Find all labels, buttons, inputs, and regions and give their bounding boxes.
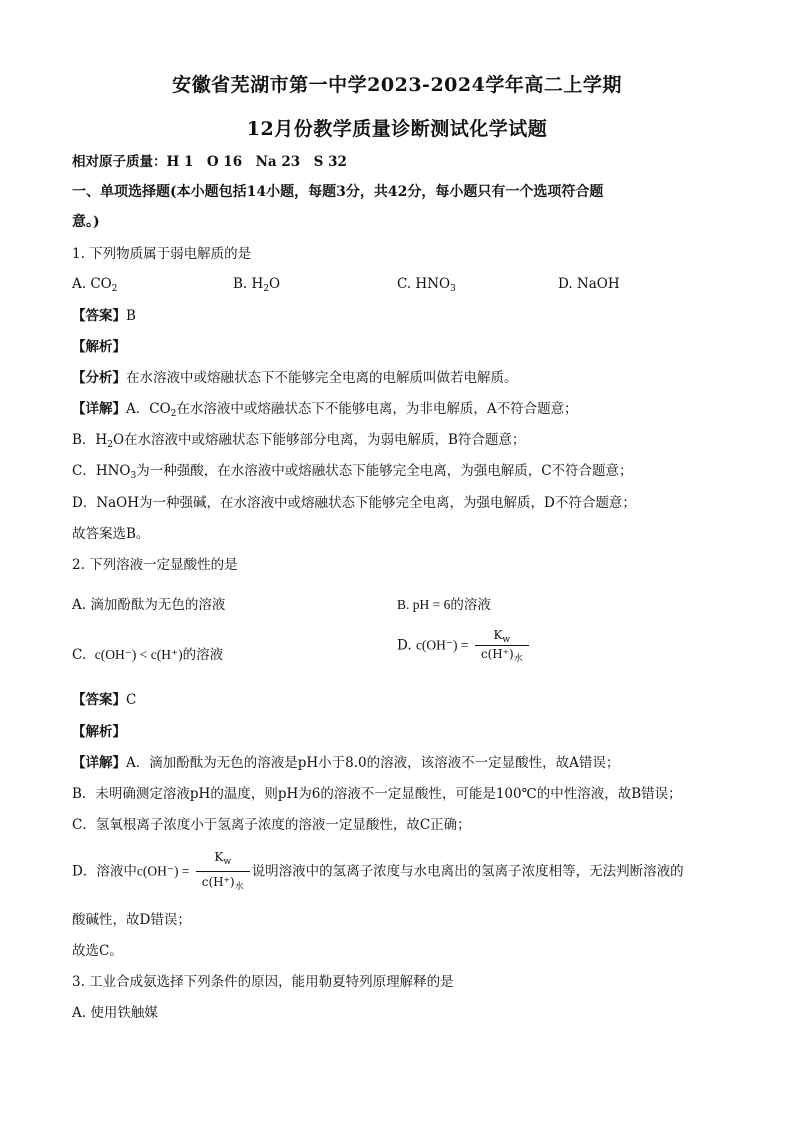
q2-option-b: B. pH = 6的溶液 xyxy=(397,597,491,613)
q1-detail-b: B．$H_2O$在水溶液中或熔融状态下能够部分电离，为弱电解质，B符合题意； xyxy=(72,432,526,450)
q1-analysis-tag: 【解析】 xyxy=(72,339,126,355)
q3-option-a: A. 使用铁触媒 xyxy=(72,1005,158,1021)
q2-detail-d-fraction: $\frac{K_w}{c(H^+)_水}$ xyxy=(196,848,250,896)
q2-stem: 2. 下列溶液一定显酸性的是 xyxy=(72,557,238,573)
q1-option-d: D. NaOH xyxy=(558,276,620,292)
section-heading-line-2: 意。) xyxy=(72,214,100,230)
atomic-masses: 相对原子质量：H 1 O 16 Na 23 S 32 xyxy=(72,154,347,170)
q1-detail-c: C．$HNO_3$为一种强酸，在水溶液中或熔融状态下能够完全电离，为强电解质，C不符合题意； xyxy=(72,463,633,481)
q2-detail-c: C．氢氧根离子浓度小于氢离子浓度的溶液一定显酸性，故C正确； xyxy=(72,817,471,833)
q2-answer: 【答案】C xyxy=(72,692,137,708)
q1-option-b: B. $H_2O$ xyxy=(233,276,281,294)
q1-option-a: A. $CO_2$ xyxy=(72,276,118,294)
q2-detail-a: 【详解】A．滴加酚酞为无色的溶液是pH小于8.0的溶液，该溶液不一定显酸性，故A错误； xyxy=(72,755,620,771)
q2-option-c: C. c(OH⁻) < c(H⁺)的溶液 xyxy=(72,647,224,663)
q1-fenxi: 【分析】在水溶液中或熔融状态下不能够完全电离的电解质叫做若电解质。 xyxy=(72,370,518,386)
q2-option-a: A. 滴加酚酞为无色的溶液 xyxy=(72,597,226,613)
q2-detail-b: B．未明确测定溶液pH的温度，则pH为6的溶液不一定显酸性，可能是100℃的中性溶液，故B错误； xyxy=(72,786,682,802)
q2-conclusion: 故选C。 xyxy=(72,943,123,959)
q1-detail-d: D．NaOH为一种强碱，在水溶液中或熔融状态下能够完全电离，为强电解质，D不符合题意； xyxy=(72,495,636,511)
q2-detail-d: D．溶液中c(OH⁻) = $\frac{K_w}{c(H^+)_水}$ 说明溶液中的氢离子浓度与水电离出的氢离子浓度相等，无法判断溶液的 xyxy=(72,848,684,896)
q2-option-d-fraction: $\frac{K_w}{c(H^+)_水}$ xyxy=(475,628,529,664)
title-line-1: 安徽省芜湖市第一中学2023-2024学年高二上学期 xyxy=(172,74,622,96)
q2-option-d: D. c(OH⁻) = $\frac{K_w}{c(H^+)_水}$ xyxy=(397,628,531,664)
q1-detail-a: 【详解】A．$CO_2$在水溶液中或熔融状态下不能够电离，为非电解质，A不符合题意； xyxy=(72,401,578,419)
section-heading-line-1: 一、单项选择题(本小题包括14小题，每题3分，共42分，每小题只有一个选项符合题 xyxy=(72,184,604,200)
q2-detail-d-cont: 酸碱性，故D错误； xyxy=(72,912,191,928)
q3-stem: 3. 工业合成氨选择下列条件的原因，能用勒夏特列原理解释的是 xyxy=(72,974,454,990)
q2-analysis-tag: 【解析】 xyxy=(72,724,126,740)
q1-stem: 1. 下列物质属于弱电解质的是 xyxy=(72,246,252,262)
q1-answer: 【答案】B xyxy=(72,308,136,324)
q1-option-c: C. $HNO_3$ xyxy=(397,276,456,294)
title-line-2: 12月份教学质量诊断测试化学试题 xyxy=(246,118,548,140)
q1-conclusion: 故答案选B。 xyxy=(72,526,150,542)
